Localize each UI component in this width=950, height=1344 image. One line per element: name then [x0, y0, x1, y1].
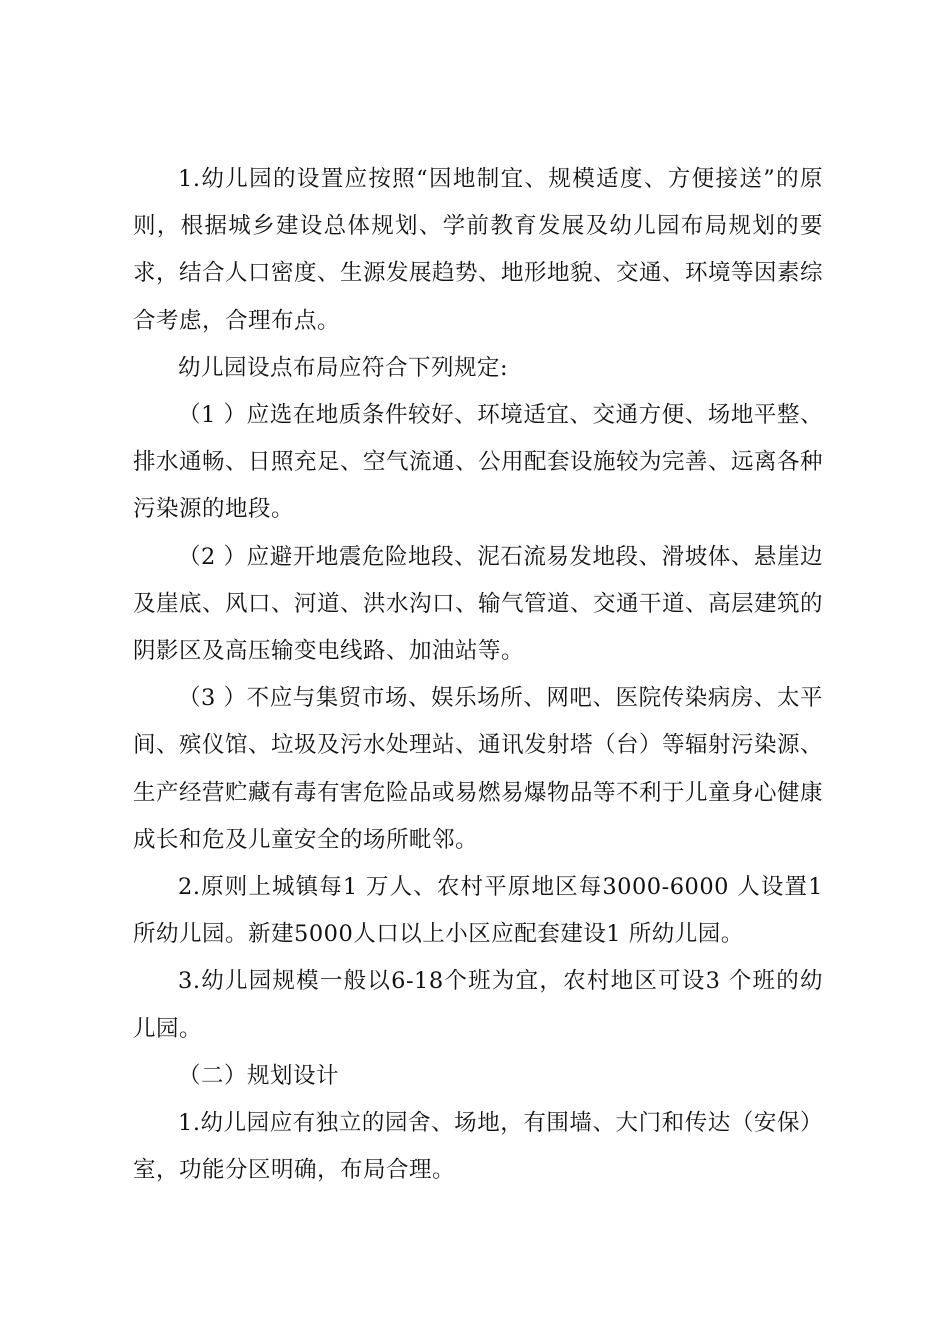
paragraph-site-principle: 1.幼儿园的设置应按照“因地制宜、规模适度、方便接送”的原则，根据城乡建设总体规划、学前教育发展及幼儿园布局规划的要求，结合人口密度、生源发展趋势、地形地貌、交通、环境等因素综合考虑，合理布点。 [133, 166, 824, 334]
paragraph-layout-rules-intro: 幼儿园设点布局应符合下列规定: [178, 354, 509, 381]
document-body [133, 156, 823, 1194]
paragraph-population-ratio: 2.原则上城镇每1 万人、农村平原地区每3000-6000 人设置1 所幼儿园。新建5000人口以上小区应配套建设1 所幼儿园。 [133, 874, 823, 948]
paragraph-independent-campus: 1.幼儿园应有独立的园舍、场地，有围墙、大门和传达（安保）室，功能分区明确，布局合理。 [133, 1110, 823, 1184]
paragraph-class-scale: 3.幼儿园规模一般以6-18个班为宜，农村地区可设3 个班的幼儿园。 [133, 968, 823, 1042]
section-heading-planning-design: （二）规划设计 [178, 1062, 340, 1089]
paragraph-rule-3: （3 ）不应与集贸市场、娱乐场所、网吧、医院传染病房、太平间、殡仪馆、垃圾及污水处理站、通讯发射塔（台）等辐射污染源、生产经营贮藏有毒有害危险品或易燃易爆物品等不利于儿童身心健康成长和危及儿童安全的场所毗邻。 [133, 685, 824, 853]
paragraph-rule-1: （1 ）应选在地质条件较好、环境适宜、交通方便、场地平整、排水通畅、日照充足、空气流通、公用配套设施较为完善、远离各种污染源的地段。 [133, 402, 824, 523]
paragraph-rule-2: （2 ）应避开地震危险地段、泥石流易发地段、滑坡体、悬崖边及崖底、风口、河道、洪水沟口、输气管道、交通干道、高层建筑的阴影区及高压输变电线路、加油站等。 [133, 543, 824, 665]
